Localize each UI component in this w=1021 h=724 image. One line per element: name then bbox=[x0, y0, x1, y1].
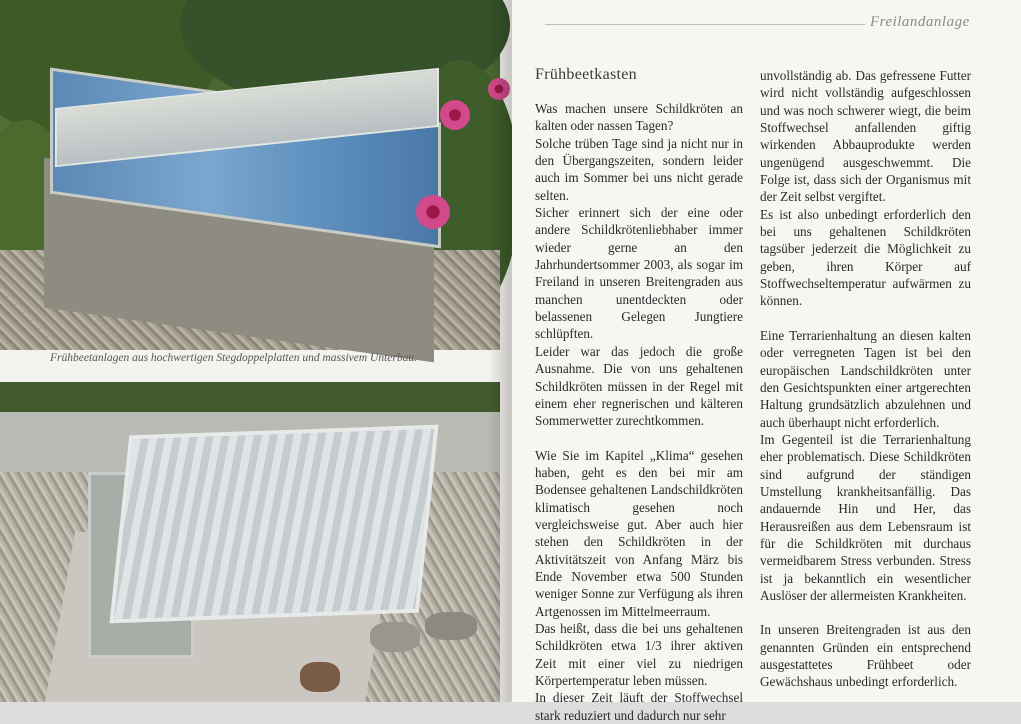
paragraph: Sicher erinnert sich der eine oder andere Schildkrötenliebhaber immer wieder gerne an den Jahrhundertsommer 2003, als sogar im Freiland in unseren Breitengraden aus manchen unentdeckten oder belassenen Gelegen Jungtiere schlüpften. bbox=[535, 205, 743, 342]
paragraph: Das heißt, dass die bei uns gehaltenen Schildkröten etwa 1/3 ihrer aktiven Zeit mit einer viel zu niedrigen Körpertemperatur leben müssen. bbox=[535, 620, 743, 688]
paragraph: Eine Terrarienhaltung an diesen kalten oder verregneten Tagen ist bei den europäischen Landschildkröten unter den Gesichtspunkten einer artgerechten Haltung grundsätzlich abzulehnen und auch überhaupt nicht erforderlich. bbox=[760, 327, 971, 430]
header-rule bbox=[545, 24, 865, 25]
paragraph: Es ist also unbedingt erforderlich den bei uns gehaltenen Schildkröten tagsüber jederzeit die Möglichkeit zu geben, ihren Körper auf Stoffwechseltemperatur aufwärmen zu können. bbox=[760, 206, 971, 309]
text-column-1 bbox=[535, 100, 743, 724]
photo-caption: Frühbeetanlagen aus hochwertigen Stegdoppelplatten und massivem Unterbau. bbox=[50, 352, 417, 364]
section-heading: Frühbeetkasten bbox=[535, 66, 637, 83]
photo-cold-frames bbox=[0, 0, 500, 348]
left-page bbox=[0, 0, 512, 702]
running-header: Freilandanlage bbox=[870, 14, 970, 30]
paragraph: Was machen unsere Schildkröten an kalten oder nassen Tagen? bbox=[535, 101, 743, 134]
paragraph: Leider war das jedoch die große Ausnahme. Die von uns gehaltenen Schildkröten müssen in der Regel mit einem eher regnerischen und kälteren Sommerwetter zurechtkommen. bbox=[535, 343, 743, 429]
photo-greenhouse bbox=[0, 382, 500, 702]
paragraph: In dieser Zeit läuft der Stoffwechsel stark reduziert und dadurch nur sehr bbox=[535, 690, 743, 723]
text-column-2 bbox=[760, 67, 971, 691]
paragraph: unvollständig ab. Das gefressene Futter wird nicht vollständig aufgeschlossen und was noch schwerer wiegt, die beim Stoffwechsel anfallenden giftig wirkenden Abbauprodukte werden ungenügend ausgeschwemmt. Die Folge ist, dass sich der Organismus mit der Zeit selbst vergiftet. bbox=[760, 68, 971, 205]
paragraph: Wie Sie im Kapitel „Klima“ gesehen haben, geht es den bei mir am Bodensee gehaltenen Landschildkröten klimatisch gesehen noch vergleichsweise gut. Aber auch hier stehen den Schildkröten in der Aktivitätszeit von Anfang März bis Ende November etwa 500 Stunden weniger Sonne zur Verfügung als ihren Artgenossen im Mittelmeerraum. bbox=[535, 447, 743, 619]
paragraph: Im Gegenteil ist die Terrarienhaltung eher problematisch. Diese Schildkröten sind aufgrund der ständigen Umstellung krankheitsanfällig. Das andauernde Hin und Her, das Herausreißen aus dem Lebensraum ist für die Schildkröten mit durchaus vermeidbarem Stress verbunden. Stress ist ja bekanntlich ein wesentlicher Auslöser der allermeisten Krankheiten. bbox=[760, 431, 971, 603]
paragraph: Solche trüben Tage sind ja nicht nur in den Übergangszeiten, sondern leider auch im Sommer bei uns nicht gerade selten. bbox=[535, 135, 743, 203]
paragraph: In unseren Breitengraden ist aus den genannten Gründen ein entsprechend ausgestattetes Frühbeet oder Gewächshaus unbedingt erforderlich. bbox=[760, 622, 971, 690]
